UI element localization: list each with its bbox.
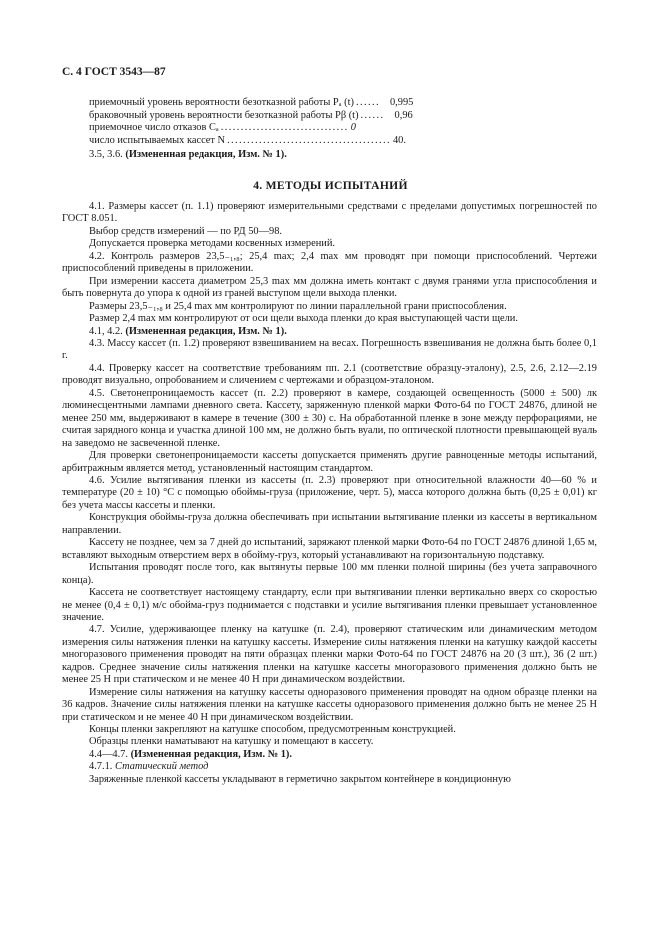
param-dots: ................................	[220, 122, 349, 134]
paragraph: Допускается проверка методами косвенных измерений.	[89, 238, 335, 250]
paragraph: Для проверки светонепроницаемости кассеты допускается применять другие равноценные методы испытаний, арбитражным является метод, установленный настоящим стандартом.	[62, 450, 597, 474]
param-row	[89, 97, 597, 110]
paragraph: 4.7. Усилие, удерживающее пленку на катушке (п. 2.4), проверяют статическим или динамическим методом измерения силы натяжения пленки на катушку кассеты. Измерение силы натяжения пленки на катушку каждой кассеты многоразового применения проводят на пяти образцах пленки марки Фото-64 по ГОСТ 24876 на 20 (3 шт.), 36 (2 шт.) кадров. Среднее значение силы натяжения пленки на катушке кассеты многоразового применения должно быть не менее 25 Н при статическом и не менее 40 Н при динамическом воздействии.	[62, 624, 597, 686]
param-label: число испытываемых кассет N	[89, 134, 226, 146]
amendment-prefix: 4.1, 4.2.	[89, 325, 123, 337]
param-value: 40.	[392, 134, 406, 146]
param-row	[89, 110, 597, 123]
body-text	[62, 201, 597, 786]
amendment-note	[62, 749, 597, 761]
param-value: 0,96	[394, 109, 413, 121]
paragraph: 4.4. Проверку кассет на соответствие требованиям пп. 2.1 (соответствие образцу-эталону), 2.5, 2.6, 2.12—2.19 проводят визуально, опробованием и сличением с чертежами и образцом-эталоном.	[62, 362, 597, 387]
paragraph: При измерении кассета диаметром 25,3 max мм должна иметь контакт с двумя гранями угла приспособления и быть повернута до упора к одной из граней выступом щели выхода пленки.	[62, 275, 597, 300]
paragraph: Измерение силы натяжения на катушку кассеты одноразового применения проводят на одном образце пленки на 36 кадров. Значение силы натяжения пленки на катушке кассеты одноразового применения должно быть не менее 25 Н при статическом и не менее 40 Н при динамическом воздействии.	[62, 686, 597, 723]
page-header: С. 4 ГОСТ 3543—87	[62, 66, 166, 78]
paragraph: 4.1. Размеры кассет (п. 1.1) проверяют измерительными средствами с пределами допустимых погрешностей по ГОСТ 8.051.	[62, 201, 597, 225]
param-value: 0	[350, 122, 356, 134]
paragraph: 4.3. Массу кассет (п. 1.2) проверяют взвешиванием на весах. Погрешность взвешивания не должна быть более 0,1 г.	[62, 337, 597, 362]
section-title: 4. МЕТОДЫ ИСПЫТАНИЙ	[253, 179, 408, 192]
subsection-heading	[62, 761, 597, 773]
paragraph: Выбор средств измерений — по РД 50—98.	[89, 225, 282, 237]
param-label: приемочный уровень вероятности безотказной работы Pₐ (t)	[89, 97, 354, 108]
paragraph: Образцы пленки наматывают на катушку и помещают в кассету.	[89, 736, 374, 748]
amendment-text: (Измененная редакция, Изм. № 1).	[130, 748, 292, 760]
amendment-text: (Измененная редакция, Изм. № 1).	[125, 149, 287, 161]
param-row	[89, 135, 597, 148]
paragraph: 4.2. Контроль размеров 23,5₋₁,₈; 25,4 max; 2,4 max мм проводят при помощи приспособлений. Чертежи приспособлений приведены в приложении.	[62, 250, 597, 275]
amendment-prefix: 3.5, 3.6.	[89, 149, 123, 161]
amendment-text: (Измененная редакция, Изм. № 1).	[125, 325, 287, 337]
paragraph: Кассета не соответствует настоящему стандарту, если при вытягивании пленки вертикально вверх со скоростью не менее (0,4 ± 0,1) м/с обойма-груз поднимается с подставки и усилие вытягивания пленки превышает установленное значение.	[62, 587, 597, 623]
amendment-note	[89, 149, 597, 162]
param-dots: .........................................	[227, 134, 391, 146]
paragraph: Испытания проводят после того, как вытянуты первые 100 мм пленки полной ширины (без учета заправочного конца).	[62, 562, 597, 586]
param-dots: ......	[360, 109, 385, 121]
subsection-number: 4.7.1.	[89, 761, 113, 773]
reliability-params	[89, 97, 597, 162]
paragraph: Конструкция обоймы-груза должна обеспечивать при испытании вытягивание пленки из кассеты в вертикальном направлении.	[62, 512, 597, 536]
amendment-prefix: 4.4—4.7.	[89, 748, 128, 760]
amendment-note	[62, 326, 597, 338]
param-value: 0,995	[389, 97, 414, 108]
param-row	[89, 122, 597, 135]
paragraph: 4.5. Светонепроницаемость кассет (п. 2.2) проверяют в камере, создающей освещенность (5000 ± 500) лк люминесцентными лампами дневного света. Кассету, заряженную пленкой марки Фото-64 по ГОСТ 24876, длиной не менее 250 мм, выдерживают в камере в течение (300 ± 30) с. На обработанной пленке в зоне между перфорациями, не считая зарядного конца и участка длиной 100 мм, не должно быть вуали, по оптической плотности превышающей вуаль на заведомо не засвеченной пленке.	[62, 387, 597, 449]
paragraph: Заряженные пленкой кассеты укладывают в герметично закрытом контейнере в кондиционную	[89, 773, 511, 785]
param-dots: ......	[355, 97, 380, 108]
paragraph: Размеры 23,5₋₁,₈ и 25,4 max мм контролируют по линии параллельной грани приспособления.	[89, 300, 507, 312]
subsection-title: Статический метод	[115, 761, 209, 773]
paragraph: Размер 2,4 max мм контролируют от оси щели выхода пленки до края выступающей части щели.	[89, 313, 518, 325]
param-label: браковочный уровень вероятности безотказной работы Pβ (t)	[89, 109, 359, 121]
paragraph: Концы пленки закрепляют на катушке способом, предусмотренным конструкцией.	[89, 724, 456, 736]
paragraph: Кассету не позднее, чем за 7 дней до испытаний, заряжают пленкой марки Фото-64 по ГОСТ 24876 длиной 1,65 м, вставляют выходным отверстием верх в обойму-груз, который устанавливают на горизонтальную подставку.	[62, 537, 597, 561]
paragraph: 4.6. Усилие вытягивания пленки из кассеты (п. 2.3) проверяют при относительной влажности 40—60 % и температуре (20 ± 10) °С с помощью обоймы-груза (приложение, черт. 5), масса которого должна быть (0,25 ± 0,01) кг без учета массы кассеты и пленки.	[62, 474, 597, 511]
param-label: приемочное число отказов Cₐ	[89, 122, 219, 134]
